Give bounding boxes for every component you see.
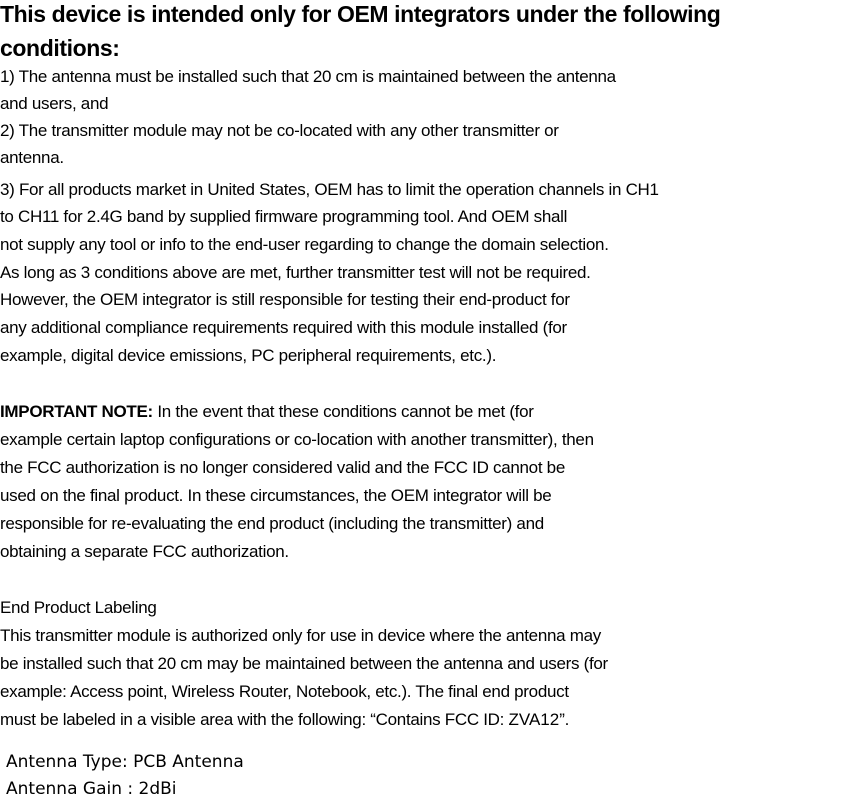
condition-line: to CH11 for 2.4G band by supplied firmware programming tool. And OEM shall	[0, 207, 568, 226]
antenna-gain: Antenna Gain : 2dBi	[6, 779, 177, 799]
labeling-last-line	[0, 710, 569, 730]
heading-line-2: conditions:	[0, 35, 120, 61]
antenna-type: Antenna Type: PCB Antenna	[6, 752, 244, 772]
condition-line: any additional compliance requirements required with this module installed (for	[0, 318, 567, 337]
condition-line: 2) The transmitter module may not be co-located with any other transmitter or	[0, 121, 559, 140]
condition-line: 1) The antenna must be installed such that 20 cm is maintained between the antenna	[0, 67, 616, 86]
labeling-line: be installed such that 20 cm may be maintained between the antenna and users (for	[0, 654, 608, 673]
end-product-labeling-title: End Product Labeling	[0, 598, 157, 617]
fcc-id-value: ZVA12	[508, 710, 560, 729]
important-note-line: used on the final product. In these circumstances, the OEM integrator will be	[0, 486, 552, 505]
condition-line: As long as 3 conditions above are met, further transmitter test will not be required.	[0, 263, 591, 282]
condition-line: example, digital device emissions, PC peripheral requirements, etc.).	[0, 346, 497, 365]
important-note-first-line	[0, 402, 534, 422]
important-note-label: IMPORTANT NOTE:	[0, 402, 153, 421]
condition-line: 3) For all products market in United States, OEM has to limit the operation channels in CH1	[0, 180, 659, 199]
important-note-text: In the event that these conditions cannot be met (for	[152, 402, 534, 421]
important-note-line: obtaining a separate FCC authorization.	[0, 542, 289, 561]
condition-line: and users, and	[0, 94, 109, 113]
important-note-line: example certain laptop configurations or co-location with another transmitter), then	[0, 430, 594, 449]
labeling-line: This transmitter module is authorized only for use in device where the antenna may	[0, 626, 601, 645]
condition-line: not supply any tool or info to the end-user regarding to change the domain selection.	[0, 235, 609, 254]
important-note-line: the FCC authorization is no longer considered valid and the FCC ID cannot be	[0, 458, 565, 477]
important-note-line: responsible for re-evaluating the end product (including the transmitter) and	[0, 514, 544, 533]
condition-line: antenna.	[0, 148, 64, 167]
labeling-last-prefix: must be labeled in a visible area with the following: “Contains FCC ID:	[0, 710, 509, 729]
condition-line: However, the OEM integrator is still responsible for testing their end-product for	[0, 290, 570, 309]
labeling-line: example: Access point, Wireless Router, Notebook, etc.). The final end product	[0, 682, 569, 701]
labeling-last-suffix: ”.	[559, 710, 569, 729]
heading-line-1: This device is intended only for OEM integrators under the following	[0, 1, 721, 27]
